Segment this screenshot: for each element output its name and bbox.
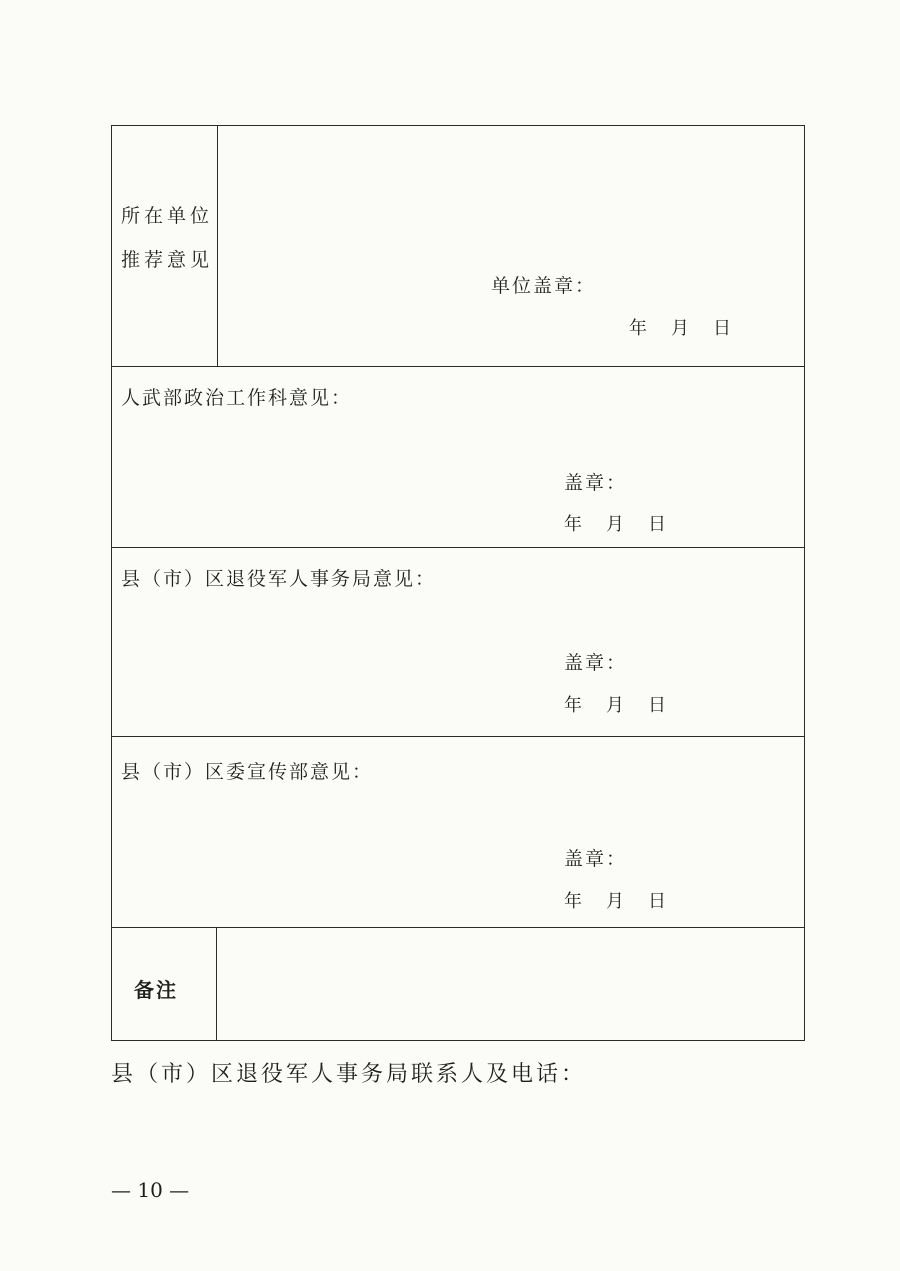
row-veterans-bureau (112, 548, 804, 736)
row-remarks (112, 928, 804, 1040)
publicity-dept-title: 县（市）区委宣传部意见： (121, 761, 374, 783)
label-divider (216, 928, 217, 1040)
unit-seal-label: 单位盖章： (491, 275, 597, 297)
political-work-seal-label: 盖章： (564, 472, 628, 494)
veterans-bureau-date: 年 月 日 (564, 695, 666, 716)
veterans-bureau-field[interactable] (112, 598, 804, 736)
contact-line: 县（市）区退役军人事务局联系人及电话： (111, 1062, 587, 1087)
veterans-bureau-title: 县（市）区退役军人事务局意见： (121, 568, 437, 590)
row-unit-recommendation (112, 126, 804, 366)
label-divider (217, 126, 218, 366)
publicity-dept-field[interactable] (112, 791, 804, 927)
political-work-title: 人武部政治工作科意见： (121, 387, 353, 409)
remarks-label: 备注 (134, 978, 178, 1002)
political-work-date: 年 月 日 (564, 514, 666, 535)
opinion-form-table (111, 125, 805, 1041)
remarks-field[interactable] (218, 928, 804, 1040)
row-political-work (112, 367, 804, 547)
veterans-bureau-seal-label: 盖章： (564, 652, 628, 674)
publicity-dept-date: 年 月 日 (564, 891, 666, 912)
row-publicity-dept (112, 737, 804, 927)
page-number: — 10 — (111, 1178, 190, 1202)
publicity-dept-seal-label: 盖章： (564, 848, 628, 870)
unit-recommendation-label: 所在单位 推荐意见 (121, 205, 214, 271)
political-work-field[interactable] (112, 417, 804, 547)
unit-date: 年 月 日 (629, 318, 731, 339)
